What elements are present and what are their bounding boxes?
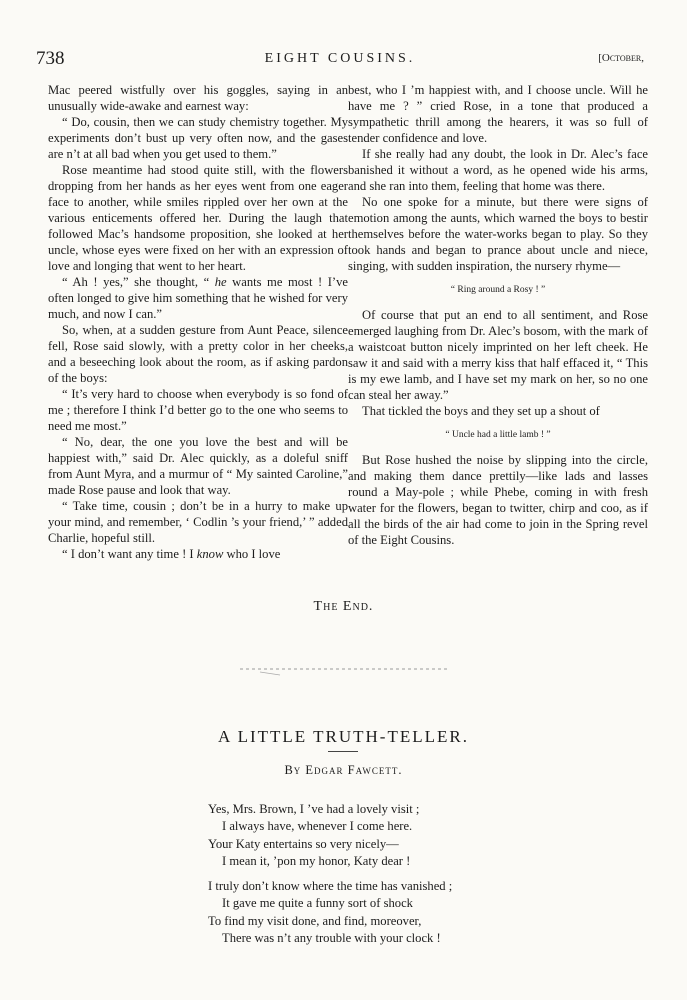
the-end-mark: The End. — [313, 599, 374, 614]
section-divider — [240, 665, 450, 677]
paragraph: But Rose hushed the noise by slipping into the circle, and making them dance prettily—like lads and lasses round a May-pole ; while Phebe, coming in with fresh water for the flowers, began to twitter, chirp and coo, as if all the birds of the air had come to join in the Spring revel of the Eight Cousins. — [348, 453, 648, 547]
paragraph: “ Ah ! yes,” she thought, “ he wants me most ! I’ve often longed to give him something that he wished for very much, and now I can.” — [48, 275, 348, 321]
page-header — [36, 48, 644, 72]
emphasis: he — [214, 275, 227, 289]
poem-line: There was n’t any trouble with your clock ! — [222, 930, 441, 945]
song-title: “ Ring around a Rosy ! ” — [450, 285, 546, 295]
poem-line: I always have, whenever I come here. — [222, 819, 413, 834]
paragraph: If she really had any doubt, the look in Dr. Alec’s face banished it without a word, as he opened wide his arms, and she ran into them, feeling that home was there. — [348, 147, 648, 193]
paragraph: “ I don’t want any time ! I know who I love — [62, 547, 281, 561]
paragraph: That tickled the boys and they set up a shout of — [362, 404, 600, 418]
running-title: EIGHT COUSINS. — [264, 51, 416, 66]
paragraph: “ Do, cousin, then we can study chemistry together. My experiments don’t bust up very often now, and the gases are n’t at all bad when you get used to them.” — [48, 115, 348, 161]
paragraph: best, who I ’m happiest with, and I choose uncle. Will he have me ? ” cried Rose, in a tone that produced a sympathetic thrill among the hearers, it was so full of tender confidence and love. — [348, 83, 648, 145]
title-rule — [328, 751, 358, 752]
left-column — [48, 82, 348, 562]
poem-title: A LITTLE TRUTH-TELLER. — [218, 727, 469, 746]
page-number: 738 — [36, 48, 65, 69]
poem-line: I truly don’t know where the time has vanished ; — [208, 879, 453, 893]
poem-line: To find my visit done, and find, moreover, — [208, 913, 422, 928]
poem-stanza — [208, 801, 568, 870]
paragraph: Of course that put an end to all sentiment, and Rose emerged laughing from Dr. Alec’s bosom, with the mark of a waistcoat button nicely imprinted on her left cheek. He saw it and said with a merry kiss that half effaced it, “ This is my ewe lamb, and I have set my mark on her, so no one can steal her away.” — [348, 308, 648, 402]
paragraph: So, when, at a sudden gesture from Aunt Peace, silence fell, Rose said slowly, with a pretty color in her cheeks, and a beseeching look about the room, as if asking pardon of the boys: — [48, 323, 348, 385]
song-title: “ Uncle had a little lamb ! ” — [445, 430, 551, 440]
right-column — [348, 82, 648, 548]
paragraph: No one spoke for a minute, but there were signs of emotion among the aunts, which warned the boys to bestir themselves before the water-works began to play. So they took hands and began to prance about uncle and niece, singing, with sudden inspiration, the nursery rhyme— — [348, 195, 648, 273]
poem-line: It gave me quite a funny sort of shock — [222, 896, 413, 911]
paragraph: Mac peered wistfully over his goggles, saying in an unusually wide-awake and earnest way: — [48, 83, 348, 113]
poem-line: Your Katy entertains so very nicely— — [208, 836, 399, 851]
emphasis: know — [196, 547, 224, 561]
poem-line: Yes, Mrs. Brown, I ’ve had a lovely visit ; — [208, 802, 420, 816]
paragraph: “ It’s very hard to choose when everybody is so fond of me ; therefore I think I’d better go to the one who seems to need me most.” — [48, 387, 348, 433]
poem-line: I mean it, ’pon my honor, Katy dear ! — [222, 853, 411, 868]
paragraph: “ Take time, cousin ; don’t be in a hurry to make up your mind, and remember, ‘ Codlin ’s your friend,’ ” added Charlie, hopeful still. — [48, 499, 348, 545]
poem-stanza — [208, 878, 568, 947]
paragraph: Rose meantime had stood quite still, with the flowers dropping from her hands as her eyes went from one eager face to another, while smiles rippled over her own at the various enticements offered her. During the laugh that followed Mac’s handsome proposition, she looked at her uncle, whose eyes were fixed on her with an expression of love and longing that went to her heart. — [48, 163, 348, 273]
paragraph: “ No, dear, the one you love the best and will be happiest with,” said Dr. Alec quickly, as a doleful sniff from Aunt Myra, and a murmur of “ My sainted Caroline,” made Rose pause and look that way. — [48, 435, 348, 497]
poem-byline: By Edgar Fawcett. — [284, 763, 403, 777]
running-month: [October, — [598, 52, 644, 64]
